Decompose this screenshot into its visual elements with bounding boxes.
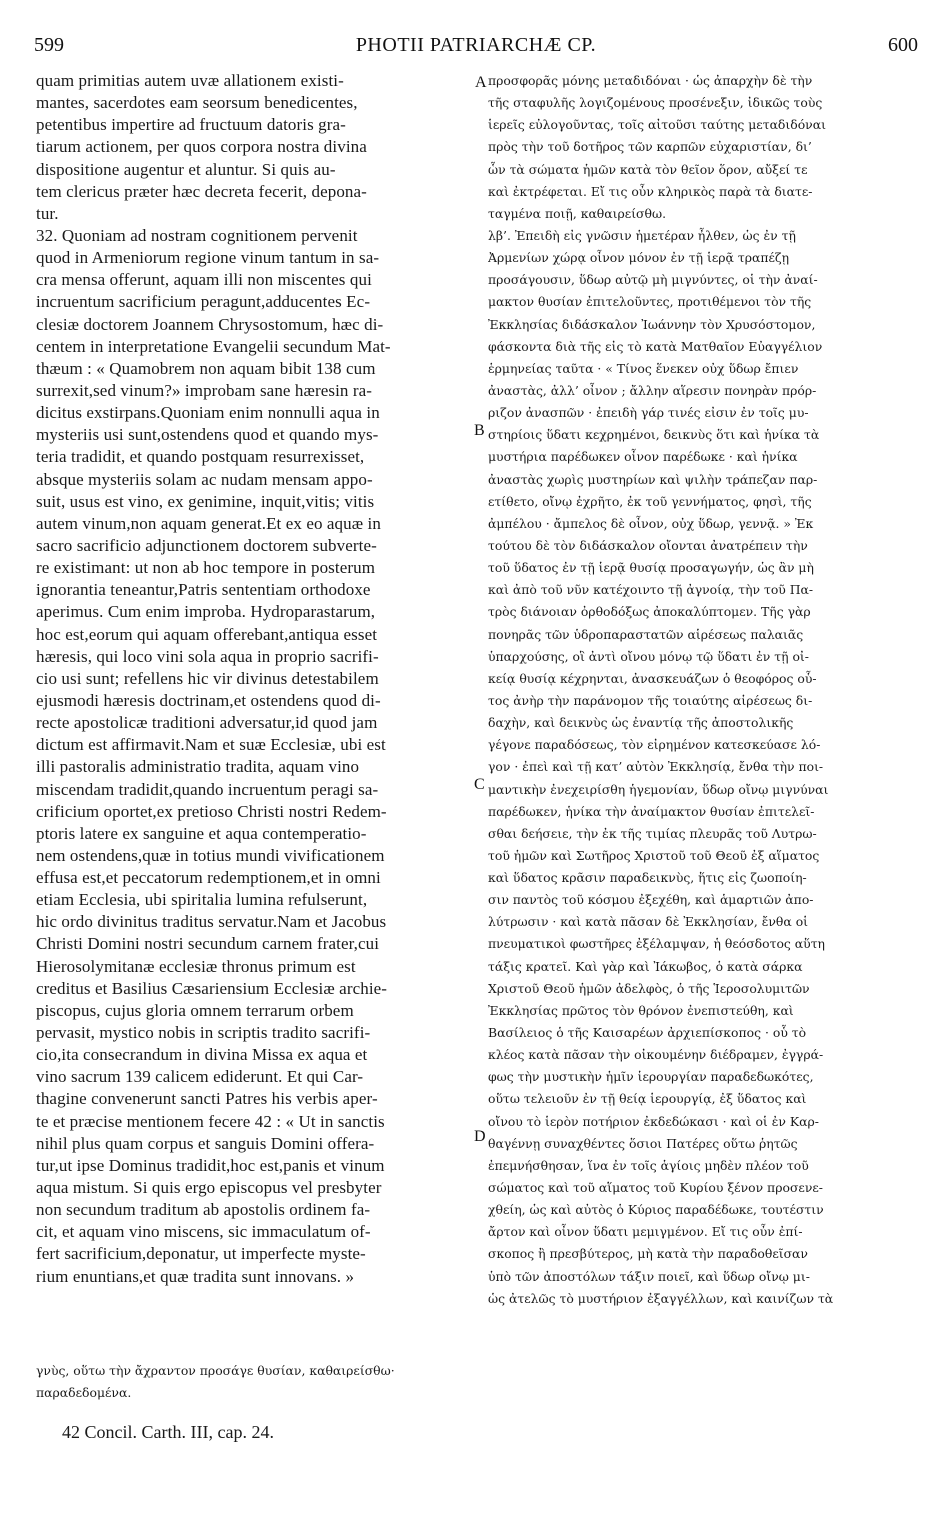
text-line: στηρίοις ὕδατι κεχρημένοι, δεικνὺς ὅτι καὶ ἡνίκα τὰ [488, 427, 820, 443]
text-line: σθαι δεήσειε, τὴν ἐκ τῆς τιμίας πλευρᾶς τοῦ Λυτρω- [488, 825, 817, 841]
text-line: illi pastoralis administratio tradita, aquam vino [36, 757, 360, 777]
text-line: quod in Armeniorum regione vinum tantum in sa- [36, 248, 380, 268]
text-line: Ἐκκλησίας διδάσκαλον Ἰωάννην τὸν Χρυσόστομον, [488, 316, 816, 332]
text-line: surrexit,sed vinum?» improbam sane hæresin ra- [36, 380, 373, 400]
text-line: etiam Ecclesia, ubi spiritalia lumina refulserunt, [36, 890, 368, 910]
text-line: ἀναστὰς χωρὶς μυστηρίων καὶ ψιλὴν τράπεζαν παρ- [488, 471, 818, 487]
text-line: ὡς ἀτελῶς τὸ μυστήριον ἐξαγγέλλων, καὶ καινίζων τὰ [488, 1290, 834, 1306]
text-line: hic ordo divinitus traditus servatur.Nam et Jacobus [36, 912, 387, 932]
text-line: δαχὴν, καὶ δεικνὺς ὡς ἐναντίᾳ τῆς ἀποστολικῆς [488, 715, 794, 731]
text-line: προσφορᾶς μόνης μεταδιδόναι · ὡς ἀπαρχὴν δὲ τὴν [488, 73, 813, 88]
text-line: λύτρωσιν · καὶ κατὰ πᾶσαν δὲ Ἐκκλησίαν, ἔνθα οἱ [488, 914, 809, 930]
text-line: ὧν τὰ σώματα ἡμῶν κατὰ τὸν θεῖον ὅρον, αὔξεί τε [488, 161, 808, 177]
text-line: ἐπεμνήσθησαν, ἵνα ἐν τοῖς ἁγίοις μηδὲν πλέον τοῦ [488, 1157, 809, 1173]
text-line: πονηρᾶς τῶν ὑδροπαραστατῶν αἱρέσεως παλαιᾶς [488, 626, 804, 642]
text-line: aqua mistum. Si quis ergo episcopus vel presbyter [36, 1178, 382, 1198]
text-line: creditus et Basilius Cæsariensium Ecclesiæ archie- [36, 978, 388, 998]
text-line: cio usi sunt; refellens hic vir divinus detestabilem [36, 668, 379, 688]
text-line: τρὸς διάνοιαν ὀρθοδόξως ἀποκαλύπτομεν. Τῆς γὰρ [488, 604, 811, 620]
text-line: Ἐκκλησίας πρῶτος τὸν θρόνον ἐνεπιστεύθη, καὶ [488, 1002, 794, 1018]
text-line: ταγμένα ποιῇ, καθαιρείσθω. [488, 205, 667, 221]
text-line: φάσκοντα διὰ τῆς εἰς τὸ κατὰ Ματθαῖον Εὐαγγέλιον [488, 338, 823, 354]
text-line: οἴνου τὸ ἱερὸν ποτήριον ἐκδεδώκασι · καὶ οἱ ἐν Καρ- [488, 1113, 819, 1129]
text-line: τος ἀνὴρ τὴν παράνομον τῆς τοιαύτης αἱρέσεως δι- [488, 692, 813, 708]
text-line: μαντικὴν ἐνεχειρίσθη ἡγεμονίαν, ὕδωρ οἴνῳ μιγνύναι [488, 781, 829, 797]
text-line: dicitus exstirpans.Quoniam enim nonnulli aqua in [36, 403, 380, 423]
text-line: tem clericus præter hæc decreta fecerit, depona- [36, 181, 367, 201]
text-line: centem in interpretatione Evangelii secundum Mat- [36, 336, 391, 356]
running-title: PHOTII PATRIARCHÆ CP. [355, 34, 597, 56]
text-line: χθείη, ὡς καὶ αὐτὸς ὁ Κύριος παραδέδωκε, τουτέστιν [488, 1202, 824, 1218]
text-line: οὕτω τελειοῦν ἐν τῇ θείᾳ ἱερουργίᾳ, ἐξ ὕδατος καὶ [488, 1091, 807, 1107]
text-line: ετίθετο, οἴνῳ ἐχρῆτο, ἐκ τοῦ γεννήματος, φησὶ, τῆς [488, 493, 812, 509]
text-line: ὑπὸ τῶν ἀποστόλων τάξιν ποιεῖ, καὶ ὕδωρ οἴνῳ μι- [488, 1268, 810, 1284]
text-line: κλέος κατὰ πᾶσαν τὴν οἰκουμένην διέδραμεν, ἐγγρά- [488, 1047, 824, 1063]
text-line: ἑρμηνείας ταῦτα · « Τίνος ἕνεκεν οὐχ ὕδωρ ἔπιεν [488, 360, 799, 376]
text-line: ἄρτον καὶ οἶνον ὕδατι μεμιγμένον. Εἴ τις οὖν ἐπί- [488, 1224, 803, 1240]
left-page-number: 599 [34, 34, 64, 56]
continuation-lines [36, 1360, 916, 1404]
text-line: tur. [36, 203, 59, 223]
text-line: te et præcise mentionem fecere 42 : « Ut in sanctis [36, 1111, 385, 1131]
margin-marker-a: A [475, 74, 487, 91]
text-line: γνὺς, οὕτω τὴν ἄχραντον προσάγε θυσίαν, καθαιρείσθω· [36, 1363, 395, 1378]
text-line: σώματος καὶ τοῦ αἵματος τοῦ Κυρίου ξένον προσενε- [488, 1180, 823, 1196]
text-line: λβ’. Ἐπειδὴ εἰς γνῶσιν ἡμετέραν ἦλθεν, ὡς ἐν τῇ [488, 227, 796, 243]
text-line: petentibus impertire ad fructuum datoris gra- [36, 115, 346, 135]
text-line: pervasit, mystico nobis in scriptis tradito sacrifi- [36, 1023, 371, 1043]
text-line: teria tradidit, et quando postquam resurrexisset, [36, 447, 365, 467]
text-line: ριζον ἀνασπῶν · ἐπειδὴ γάρ τινές εἰσιν ἐν τοῖς μυ- [488, 405, 809, 421]
text-line: τάξις κρατεῖ. Καὶ γὰρ καὶ Ἰάκωβος, ὁ κατὰ σάρκα [488, 958, 803, 974]
text-line: fert sacrificium,deponatur, ut imperfecte myste- [36, 1244, 366, 1264]
text-line: rium enuntians,et quæ tradita sunt innovans. » [36, 1266, 355, 1286]
text-line: cio,ita consecrandum in divina Missa ex aqua et [36, 1045, 368, 1065]
text-line: autem vinum,non aquam generat.Et ex eo aquæ in [36, 513, 381, 533]
text-line: mysteriis usi sunt,ostendens quod et quando mys- [36, 425, 379, 445]
text-line: dictum est affirmavit.Nam et suæ Ecclesiæ, ubi est [36, 735, 386, 755]
right-page-number: 600 [888, 34, 918, 56]
text-line: clesiæ doctorem Joannem Chrysostomum, hæc di- [36, 314, 384, 334]
text-line: ἀμπέλου · ἄμπελος δὲ οἶνον, οὐχ ὕδωρ, γεννᾷ. » Ἐκ [488, 515, 814, 531]
text-line: μυστήρια παρέδωκεν οἶνον παρέδωκε · καὶ ἡνίκα [488, 449, 798, 465]
text-line: πνευματικοὶ φωστῆρες ἐξέλαμψαν, ἡ θεόσδοτος αὕτη [488, 936, 825, 952]
text-line: γέγονε παραδόσεως, τὸν εἰρημένον κατεσκεύασε λό- [488, 737, 821, 753]
text-line: sacro sacrificio adjunctionem doctorem subverte- [36, 535, 377, 555]
text-line: mantes, sacerdotes eam seorsum benedicentes, [36, 93, 358, 113]
text-line: θαγέννῃ συναχθέντες ὅσιοι Πατέρες οὕτω ῥητῶς [488, 1135, 798, 1151]
text-line: Χριστοῦ Θεοῦ ἡμῶν ἀδελφὸς, ὁ τῆς Ἱεροσολυμιτῶν [488, 980, 810, 996]
text-line: τοῦ ἡμῶν καὶ Σωτῆρος Χριστοῦ τοῦ Θεοῦ ἐξ αἵματος [488, 847, 820, 863]
text-line: tur,ut ipse Dominus tradidit,hoc est,panis et vinum [36, 1155, 385, 1175]
text-line: 32. Quoniam ad nostram cognitionem pervenit [36, 225, 358, 245]
text-line: nihil plus quam corpus et sanguis Domini offera- [36, 1133, 375, 1153]
text-line: σκοπος ἢ πρεσβύτερος, μὴ κατὰ τὴν παραδοθεῖσαν [488, 1246, 808, 1262]
text-line: καὶ ὕδατος κρᾶσιν παραδεικνὺς, ἥτις εἰς ζωοποίη- [488, 870, 807, 886]
text-line: recte apostolicæ traditioni adversatur,id quod jam [36, 713, 378, 733]
text-line: hæresis, qui loco vini sola aqua in proprio sacrifi- [36, 646, 379, 666]
text-line: effusa est,et peccatorum redemptionem,et in omni [36, 868, 381, 888]
text-line: suit, usus est vino, ex genimine, inquit,vitis; vitis [36, 491, 375, 511]
text-line: τούτου δὲ τὸν διδάσκαλον οἴονται ἀνατρέπειν τὴν [488, 537, 808, 553]
text-line: Ἀρμενίων χώρᾳ οἶνον μόνον ἐν τῇ ἱερᾷ τραπέζῃ [488, 250, 790, 266]
text-line: nem ostendens,quæ in totius mundi vivificationem [36, 845, 385, 865]
margin-marker-c: C [474, 776, 485, 793]
text-line: καὶ ἀπὸ τοῦ νῦν κατέχοιντο τῇ ἀγνοίᾳ, τὴν τοῦ Πα- [488, 582, 814, 598]
text-line: absque mysteriis solam ac nudam mensam appo- [36, 469, 373, 489]
text-line: Christi Domini nostri secundum carnem frater,cui [36, 934, 380, 954]
text-line: quam primitias autem uvæ allationem existi- [36, 71, 344, 90]
text-line: τῆς σταφυλῆς λογιζομένους προσένεξιν, ἰδικῶς τοὺς [488, 95, 823, 111]
text-line: ἱερεῖς εὐλογοῦντας, τοῖς αἰτοῦσι ταύτης μεταδιδόναι [488, 117, 826, 133]
text-line: πρὸς τὴν τοῦ δοτῆρος τῶν καρπῶν εὐχαριστίαν, δι’ [488, 139, 812, 155]
greek-column [488, 70, 920, 1310]
text-line: γον · ἐπεὶ καὶ τῇ κατ’ αὐτὸν Ἐκκλησίᾳ, ἔνθα τὴν ποι- [488, 759, 824, 775]
text-line: thagine convenerunt sancti Patres his verbis aper- [36, 1089, 378, 1109]
text-line: σιν παντὸς τοῦ κόσμου ἐξεχέθη, καὶ ἁμαρτιῶν ἀπο- [488, 892, 814, 908]
text-line: aperimus. Cum enim improba. Hydroparastarum, [36, 602, 376, 622]
text-line: dispositione augentur et aluntur. Si quis au- [36, 159, 336, 179]
margin-marker-d: D [474, 1128, 486, 1145]
text-line: κείᾳ θυσίᾳ κέχρηνται, ἀνασκευάζων ὁ θεοφόρος οὗ- [488, 670, 817, 686]
text-line: ὑπαρχούσης, οἳ ἀντὶ οἴνου μόνῳ τῷ ὕδατι ἐν τῇ οἰ- [488, 648, 809, 664]
text-line: tiarum actionem, per quos corpora nostra divina [36, 137, 367, 157]
footnote: 42 Concil. Carth. III, cap. 24. [62, 1422, 274, 1442]
text-line: re existimant: ut non ab hoc tempore in posterum [36, 558, 376, 578]
text-line: thæum : « Quamobrem non aquam bibit 138 cum [36, 358, 376, 378]
text-line: ἀναστὰς, ἀλλ’ οἶνον ; ἄλλην αἵρεσιν πονηρὰν πρόρ- [488, 382, 817, 398]
text-line: vino sacrum 139 calicem ediderunt. Et qui Car- [36, 1067, 364, 1087]
text-line: ptoris latere ex sanguine et aqua contemperatio- [36, 823, 367, 843]
text-line: φως τὴν μυστικὴν ἡμῖν ἱερουργίαν παραδεδωκότες, [488, 1069, 814, 1085]
margin-marker-b: B [474, 422, 485, 439]
text-line: cra mensa offerunt, aquam illi non miscentes qui [36, 270, 372, 290]
text-line: τοῦ ὕδατος ἐν τῇ ἱερᾷ θυσίᾳ προσαγωγήν, ὡς ἂν μὴ [488, 560, 814, 576]
text-line: ejusmodi hæresis doctrinam,et ostendens quod di- [36, 690, 381, 710]
text-line: incruentum sacrificium peragunt,adducentes Ec- [36, 292, 371, 312]
text-line: καὶ ἐκτρέφεται. Εἴ τις οὖν κληρικὸς παρὰ τὰ διατε- [488, 183, 813, 199]
text-line: μακτον θυσίαν ἐπιτελοῦντες, προτιθέμενοι τὸν τῆς [488, 294, 812, 310]
text-line: crificium oportet,ex pretioso Christi nostri Redem- [36, 801, 387, 821]
text-line: Hierosolymitanæ ecclesiæ thronus primum est [36, 956, 356, 976]
text-line: piscopus, cujus gloria omnem terrarum orbem [36, 1000, 354, 1020]
text-line: παρέδωκεν, ἡνίκα τὴν ἀναίμακτον θυσίαν ἐπιτελεῖ- [488, 803, 815, 819]
text-line: hoc est,eorum qui aquam offerebant,antiqua esset [36, 624, 378, 644]
text-line: cit, et aquam vino miscens, sic immaculatum of- [36, 1222, 371, 1242]
latin-column [36, 70, 474, 1288]
text-line: παραδεδομένα. [36, 1385, 132, 1400]
text-line: ignorantia teneantur,Patris sententiam orthodoxe [36, 580, 371, 600]
text-line: Βασίλειος ὁ τῆς Καισαρέων ἀρχιεπίσκοπος · οὗ τὸ [488, 1025, 807, 1041]
text-line: non secundum traditum ab apostolis ordinem fa- [36, 1200, 371, 1220]
text-line: προσάγουσιν, ὕδωρ αὐτῷ μὴ μιγνύντες, οἱ τὴν ἀναί- [488, 272, 818, 288]
text-line: miscendam tradidit,quando incruentum peragi sa- [36, 779, 379, 799]
